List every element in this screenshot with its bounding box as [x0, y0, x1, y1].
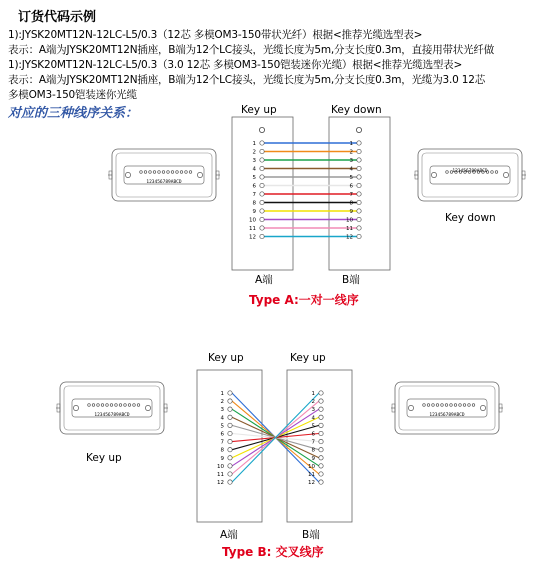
- fiber-port: [357, 158, 361, 162]
- fiber-number: 12: [249, 234, 256, 241]
- fiber-number: 7: [311, 439, 315, 446]
- fiber-number: 12: [217, 480, 224, 487]
- type-b-label: Type B: 交叉线序: [222, 545, 324, 559]
- fiber-port: [319, 423, 323, 427]
- fiber-port: [357, 175, 361, 179]
- connector-a-right: [414, 149, 526, 201]
- fiber-port: [260, 158, 264, 162]
- fiber-number: 5: [252, 175, 256, 181]
- fiber-number: 7: [252, 192, 256, 198]
- fiber-number: 11: [346, 226, 353, 232]
- fiber-port: [319, 448, 323, 452]
- fiber-number: 1: [349, 141, 353, 147]
- fiber-port: [228, 456, 232, 460]
- fiber-port: [228, 472, 232, 476]
- fiber-port: [357, 166, 361, 170]
- fiber-port: [228, 391, 232, 395]
- fiber-port: [357, 149, 361, 153]
- fiber-number: 2: [220, 399, 224, 406]
- fiber-port: [319, 431, 323, 435]
- fiber-number: 6: [252, 183, 256, 190]
- key-up-label-b-left: Key up: [208, 352, 244, 364]
- fiber-port: [260, 141, 264, 145]
- fiber-port: [357, 183, 361, 187]
- fiber-number: 9: [220, 455, 224, 462]
- type-a-label: Type A:一对一线序: [249, 293, 359, 307]
- fiber-number: 2: [349, 149, 353, 156]
- order-code-line-2: 1):JYSK20MT12N-12LC-L5/0.3（3.0 12芯 多模OM3-150铠装迷你光缆）根据<推荐光缆选型表>: [8, 59, 463, 71]
- b-end-label-a: B端: [342, 274, 360, 286]
- fiber-port: [319, 480, 323, 484]
- fiber-number: 5: [220, 423, 224, 430]
- fiber-port: [319, 472, 323, 476]
- fiber-port: [228, 448, 232, 452]
- fiber-port: [357, 192, 361, 196]
- fiber-port: [319, 399, 323, 403]
- connector-key-up-label: Key up: [86, 452, 122, 464]
- fiber-number: 9: [252, 209, 256, 215]
- fiber-number: 1: [311, 391, 315, 397]
- fiber-port: [228, 423, 232, 427]
- fiber-port: [260, 209, 264, 213]
- fiber-number: 7: [220, 439, 224, 446]
- fiber-number: 10: [217, 463, 224, 470]
- fiber-number: 8: [220, 447, 224, 454]
- fiber-number: 5: [311, 423, 315, 430]
- connector-numbers: 123456789ABCD: [452, 169, 488, 174]
- fiber-port: [319, 407, 323, 411]
- fiber-port: [319, 439, 323, 443]
- description-line-3: 多模OM3-150铠装迷你光缆: [8, 89, 137, 101]
- fiber-port: [260, 200, 264, 204]
- fiber-number: 3: [220, 407, 224, 414]
- description-line-2: 表示：A端为JYSK20MT12N插座，B端为12个LC接头，光缆长度为5m,分支长度0.3m，光缆为3.0 12芯: [8, 74, 486, 86]
- fiber-number: 11: [217, 472, 224, 478]
- fiber-number: 6: [220, 431, 224, 438]
- fiber-number: 11: [249, 226, 256, 232]
- key-up-label-b-right: Key up: [290, 352, 326, 364]
- fiber-port: [357, 200, 361, 204]
- key-down-label-a: Key down: [331, 104, 382, 116]
- fiber-port: [260, 166, 264, 170]
- fiber-number: 1: [252, 141, 256, 147]
- fiber-number: 9: [311, 455, 315, 462]
- fiber-number: 6: [349, 183, 353, 190]
- fiber-port: [319, 464, 323, 468]
- fiber-number: 4: [252, 166, 256, 173]
- fiber-port: [228, 480, 232, 484]
- fiber-port: [260, 149, 264, 153]
- fiber-number: 5: [349, 175, 353, 181]
- fiber-number: 8: [349, 200, 353, 207]
- fiber-number: 3: [252, 158, 256, 164]
- fiber-number: 1: [220, 391, 224, 397]
- connector-key-down-label: Key down: [445, 212, 496, 224]
- fiber-number: 4: [220, 415, 224, 422]
- fiber-port: [260, 217, 264, 221]
- fiber-port: [228, 407, 232, 411]
- page-title: 订货代码示例: [18, 10, 97, 25]
- fiber-number: 4: [349, 166, 353, 173]
- fiber-number: 12: [308, 480, 315, 487]
- connector-numbers: 123456789ABCD: [146, 180, 182, 185]
- description-line-1: 表示：A端为JYSK20MT12N插座，B端为12个LC接头，光缆长度为5m,分支长度0.3m，直接用带状光纤做: [8, 44, 495, 56]
- fiber-port: [260, 192, 264, 196]
- fiber-number: 8: [311, 447, 315, 454]
- fiber-port: [228, 431, 232, 435]
- fiber-port: [260, 234, 264, 238]
- fiber-number: 8: [252, 200, 256, 207]
- connector-b-left: [56, 382, 168, 434]
- fiber-port: [228, 415, 232, 419]
- b-end-label-b: B端: [302, 529, 320, 541]
- a-end-label-b: A端: [220, 529, 238, 541]
- fiber-number: 2: [311, 399, 315, 406]
- fiber-port: [319, 391, 323, 395]
- order-code-line-1: 1):JYSK20MT12N-12LC-L5/0.3（12芯 多模OM3-150带状光纤）根据<推荐光缆选型表>: [8, 29, 423, 41]
- connector-numbers: 123456789ABCD: [94, 413, 130, 418]
- fiber-port: [319, 415, 323, 419]
- fiber-port: [357, 217, 361, 221]
- fiber-port: [319, 456, 323, 460]
- fiber-port: [357, 209, 361, 213]
- fiber-port: [260, 226, 264, 230]
- fiber-number: 12: [346, 234, 353, 241]
- fiber-number: 3: [349, 158, 353, 164]
- fiber-port: [357, 141, 361, 145]
- fiber-number: 7: [349, 192, 353, 198]
- fiber-number: 10: [308, 463, 315, 470]
- connector-a-left: [108, 149, 220, 201]
- fiber-number: 9: [349, 209, 353, 215]
- fiber-number: 2: [252, 149, 256, 156]
- section-title: 对应的三种线序关系：: [8, 106, 139, 121]
- fiber-port: [228, 439, 232, 443]
- fiber-port: [260, 175, 264, 179]
- fiber-port: [357, 226, 361, 230]
- fiber-port: [260, 183, 264, 187]
- fiber-port: [357, 234, 361, 238]
- fiber-number: 10: [346, 217, 353, 224]
- fiber-port: [228, 399, 232, 403]
- connector-b-right: [391, 382, 503, 434]
- key-up-label-a: Key up: [241, 104, 277, 116]
- fiber-number: 6: [311, 431, 315, 438]
- fiber-port: [228, 464, 232, 468]
- fiber-number: 10: [249, 217, 256, 224]
- a-end-label-a: A端: [255, 274, 273, 286]
- fiber-number: 4: [311, 415, 315, 422]
- connector-numbers: 123456789ABCD: [429, 413, 465, 418]
- fiber-number: 11: [308, 472, 315, 478]
- fiber-number: 3: [311, 407, 315, 414]
